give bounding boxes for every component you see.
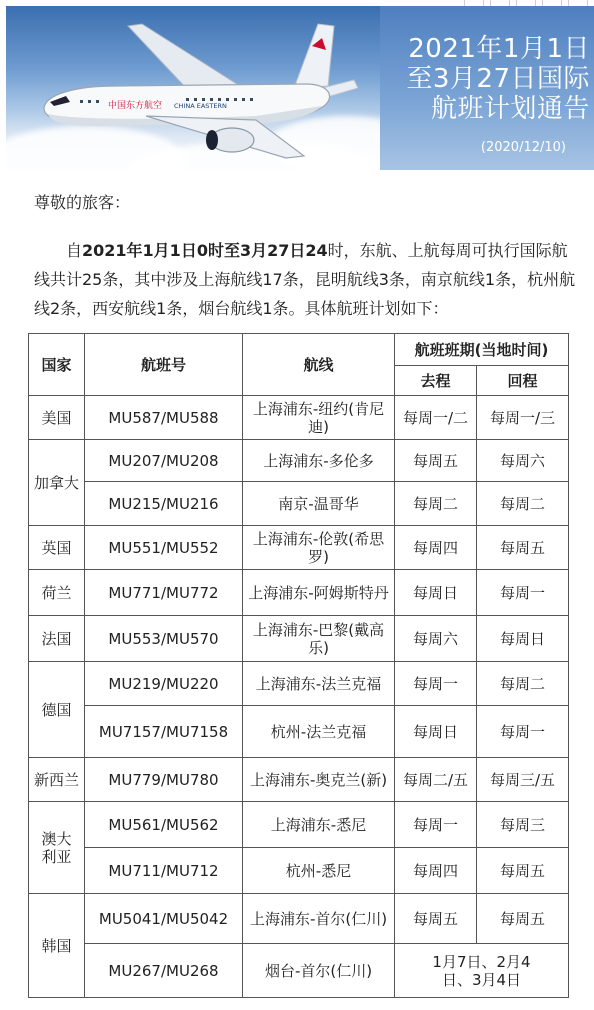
table-row — [29, 482, 569, 526]
cell-country: 德国 — [29, 662, 85, 758]
table-row — [29, 706, 569, 758]
cell-return: 每周日 — [477, 616, 569, 662]
cell-outbound: 每周二/五 — [395, 758, 477, 802]
table-row — [29, 944, 569, 998]
intro-paragraph — [34, 236, 582, 323]
cell-outbound: 每周日 — [395, 706, 477, 758]
cell-route: 上海浦东-法兰克福 — [243, 662, 395, 706]
cell-flight: MU7157/MU7158 — [85, 706, 243, 758]
cell-return: 每周二 — [477, 662, 569, 706]
table-row — [29, 758, 569, 802]
table-row — [29, 526, 569, 570]
cell-return: 每周六 — [477, 440, 569, 482]
notice-title-line: 航班计划通告 — [430, 94, 590, 124]
header-return: 回程 — [477, 366, 569, 396]
cell-country: 法国 — [29, 616, 85, 662]
cell-outbound: 每周五 — [395, 894, 477, 944]
cell-country: 加拿大 — [29, 440, 85, 526]
cell-outbound: 每周一 — [395, 662, 477, 706]
cell-route: 杭州-法兰克福 — [243, 706, 395, 758]
cell-country: 新西兰 — [29, 758, 85, 802]
cell-flight: MU711/MU712 — [85, 848, 243, 894]
cell-return: 每周二 — [477, 482, 569, 526]
notice-banner — [6, 6, 594, 170]
notice-date: (2020/12/10) — [480, 140, 566, 155]
cell-flight: MU587/MU588 — [85, 396, 243, 440]
cell-return: 每周五 — [477, 526, 569, 570]
cell-route: 上海浦东-纽约(肯尼迪) — [243, 396, 395, 440]
cell-flight: MU771/MU772 — [85, 570, 243, 616]
table-row — [29, 440, 569, 482]
table-row — [29, 848, 569, 894]
cell-country-text: 澳大利亚 — [41, 829, 72, 866]
cell-country: 美国 — [29, 396, 85, 440]
header-flight: 航班号 — [85, 334, 243, 396]
cell-return: 每周五 — [477, 894, 569, 944]
cell-route: 上海浦东-阿姆斯特丹 — [243, 570, 395, 616]
cell-route: 上海浦东-多伦多 — [243, 440, 395, 482]
cell-flight: MU215/MU216 — [85, 482, 243, 526]
cell-flight: MU779/MU780 — [85, 758, 243, 802]
notice-title — [380, 34, 590, 124]
header-outbound: 去程 — [395, 366, 477, 396]
cell-flight: MU5041/MU5042 — [85, 894, 243, 944]
notice-title-line: 2021年1月1日 — [408, 34, 590, 64]
cell-route: 上海浦东-伦敦(希思罗) — [243, 526, 395, 570]
cell-outbound: 每周二 — [395, 482, 477, 526]
cell-outbound: 每周五 — [395, 440, 477, 482]
cell-country: 英国 — [29, 526, 85, 570]
header-schedule: 航班班期(当地时间) — [395, 334, 569, 366]
cell-route: 上海浦东-悉尼 — [243, 802, 395, 848]
notice-title-line: 至3月27日国际 — [406, 64, 590, 94]
cell-return: 每周一 — [477, 570, 569, 616]
cell-route: 上海浦东-巴黎(戴高乐) — [243, 616, 395, 662]
cell-outbound: 每周一/二 — [395, 396, 477, 440]
airplane-image — [36, 16, 376, 166]
cell-outbound: 每周六 — [395, 616, 477, 662]
table-row — [29, 570, 569, 616]
cell-flight: MU207/MU208 — [85, 440, 243, 482]
cell-dates — [395, 944, 569, 998]
cell-flight: MU561/MU562 — [85, 802, 243, 848]
intro-prefix: 自 — [66, 241, 83, 260]
header-country: 国家 — [29, 334, 85, 396]
cell-route: 南京-温哥华 — [243, 482, 395, 526]
table-row — [29, 616, 569, 662]
cell-return: 每周五 — [477, 848, 569, 894]
cell-outbound: 每周四 — [395, 848, 477, 894]
airline-name-en: CHINA EASTERN — [174, 102, 227, 110]
table-row — [29, 802, 569, 848]
cell-flight: MU267/MU268 — [85, 944, 243, 998]
cell-return: 每周三 — [477, 802, 569, 848]
cell-route: 杭州-悉尼 — [243, 848, 395, 894]
cell-route: 上海浦东-首尔(仁川) — [243, 894, 395, 944]
cell-return: 每周一 — [477, 706, 569, 758]
header-route: 航线 — [243, 334, 395, 396]
cell-return: 每周三/五 — [477, 758, 569, 802]
table-row — [29, 662, 569, 706]
airline-name-cn: 中国东方航空 — [108, 101, 163, 111]
intro-text: 时，东航、上航每周可执行国际航线共计25条，其中涉及上海航线17条，昆明航线3条，南京航线1条，杭州航线2条，西安航线1条，烟台航线1条。具体航班计划如下： — [34, 241, 576, 318]
cell-return: 每周一/三 — [477, 396, 569, 440]
cell-outbound: 每周一 — [395, 802, 477, 848]
cell-route: 上海浦东-奥克兰(新) — [243, 758, 395, 802]
cell-flight: MU551/MU552 — [85, 526, 243, 570]
intro-period: 2021年1月1日0时至3月27日24 — [82, 241, 328, 260]
cell-country — [29, 802, 85, 894]
flight-schedule-table — [28, 333, 569, 998]
greeting: 尊敬的旅客： — [34, 193, 131, 212]
cell-dates-text: 1月7日、2月4日、3月4日 — [432, 952, 531, 989]
cell-outbound: 每周日 — [395, 570, 477, 616]
cell-outbound: 每周四 — [395, 526, 477, 570]
cell-flight: MU553/MU570 — [85, 616, 243, 662]
table-row — [29, 894, 569, 944]
table-header-row — [29, 334, 569, 366]
cell-route: 烟台-首尔(仁川) — [243, 944, 395, 998]
cell-flight: MU219/MU220 — [85, 662, 243, 706]
cell-country: 韩国 — [29, 894, 85, 998]
cell-country: 荷兰 — [29, 570, 85, 616]
table-row — [29, 396, 569, 440]
